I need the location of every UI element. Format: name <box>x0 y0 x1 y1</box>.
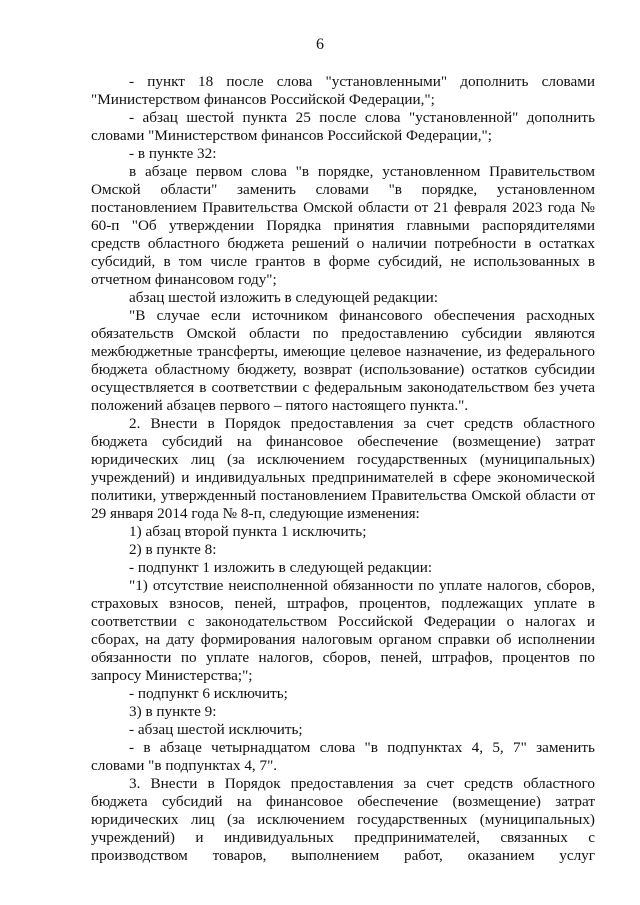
paragraph-item-32-sixth-abzac-text: "В случае если источником финансового обеспечения расходных обязательств Омской области по предоставлению субсидии являются межбюджетные трансферты, имеющие целевое назначение, из федерального бюджета областному бюджету, возврат (использование) остатков субсидии осуществляется в соответствии с федеральным законодательством без учета положений абзацев первого – пятого настоящего пункта.". <box>91 307 595 414</box>
paragraph-section-2-sub-2-a: - подпункт 1 изложить в следующей редакции: <box>129 559 433 576</box>
paragraph-section-2-sub-3: 3) в пункте 9: <box>129 703 217 720</box>
paragraph-section-2-sub-1: 1) абзац второй пункта 1 исключить; <box>129 523 367 540</box>
page-number: 6 <box>316 36 324 53</box>
paragraph-section-2-sub-3-a: - абзац шестой исключить; <box>129 721 303 738</box>
paragraph-item-32-heading: - в пункте 32: <box>129 145 217 162</box>
paragraph-item-32-first-abzac: в абзаце первом слова "в порядке, установленном Правительством Омской области" заменить словами "в порядке, установленном постановлением Правительства Омской области от 21 февраля 2023 года № 60-п "Об утверждении Порядка принятия главными распорядителями средств областного бюджета решений о наличии потребности в остатках субсидий, в том числе грантов в форме субсидий, не использованных в отчетном финансовом году"; <box>91 163 595 288</box>
document-body <box>91 73 595 865</box>
paragraph-section-2: 2. Внести в Порядок предоставления за счет средств областного бюджета субсидий на финансовое обеспечение (возмещение) затрат юридических лиц (за исключением государственных (муниципальных) учреждений) и индивидуальных предпринимателей в сфере экономической политики, утвержденный постановлением Правительства Омской области от 29 января 2014 года № 8-п, следующие изменения: <box>91 415 595 522</box>
paragraph-item-18: - пункт 18 после слова "установленными" дополнить словами "Министерством финансов Российской Федерации,"; <box>91 73 595 108</box>
paragraph-item-32-sixth-abzac-heading: абзац шестой изложить в следующей редакции: <box>129 289 438 306</box>
paragraph-section-2-sub-3-b: - в абзаце четырнадцатом слова "в подпунктах 4, 5, 7" заменить словами "в подпунктах 4, 7". <box>91 739 595 774</box>
paragraph-section-2-sub-2: 2) в пункте 8: <box>129 541 217 558</box>
paragraph-section-3: 3. Внести в Порядок предоставления за счет средств областного бюджета субсидий на финансовое обеспечение (возмещение) затрат юридических лиц (за исключением государственных (муниципальных) учреждений) и индивидуальных предпринимателей, связанных с производством товаров, выполнением работ, оказанием услуг <box>91 775 595 864</box>
paragraph-section-2-sub-2-a-text: "1) отсутствие неисполненной обязанности по уплате налогов, сборов, страховых взносов, пеней, штрафов, процентов, подлежащих уплате в соответствии с законодательством Российской Федерации о налогах и сборах, на дату формирования налоговым органом справки об исполнении обязанности по уплате налогов, сборов, пеней, штрафов, процентов по запросу Министерства;"; <box>91 577 595 684</box>
paragraph-item-25: - абзац шестой пункта 25 после слова "установленной" дополнить словами "Министерством финансов Российской Федерации,"; <box>91 109 595 144</box>
paragraph-section-2-sub-2-b: - подпункт 6 исключить; <box>129 685 288 702</box>
